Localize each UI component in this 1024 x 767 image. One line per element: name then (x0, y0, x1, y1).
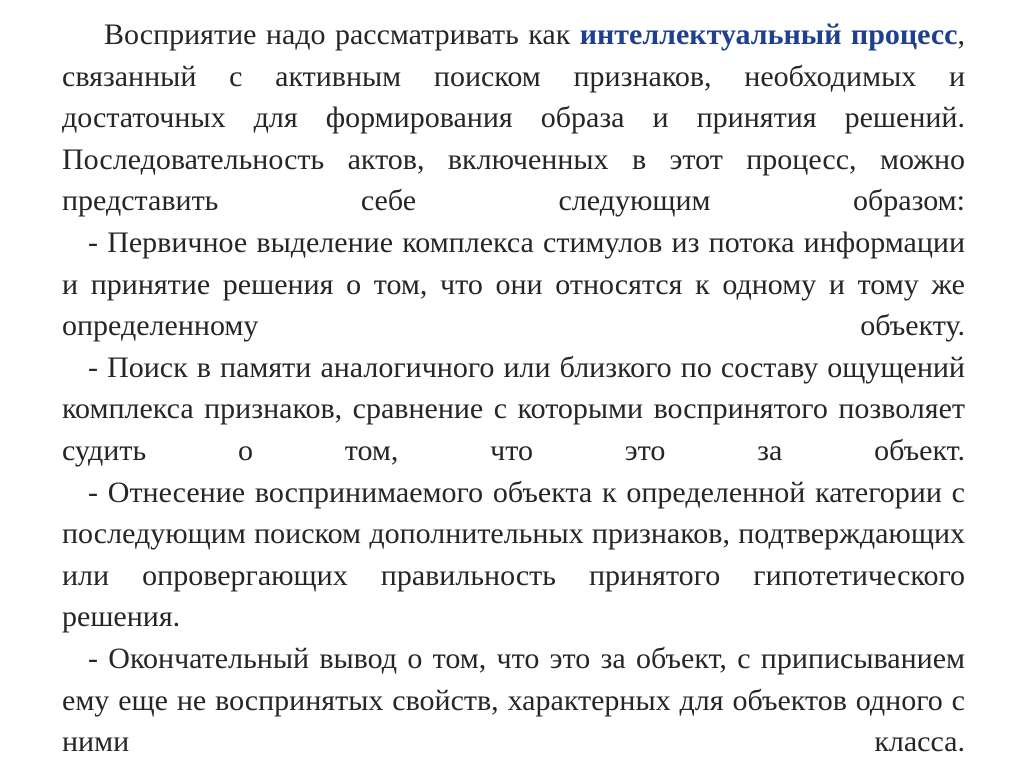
intro-highlight: интеллектуальный процесс (579, 18, 958, 51)
step-3: - Отнесение воспринимаемого объекта к определенной категории с последующим поиском дополнительных признаков, подтверждающих или опровергающих правильность принятого гипотетического решения. (62, 475, 965, 634)
intro-text-after: , связанный с активным поиском признаков, необходимых и достаточных для формирования образа и принятия решений. Последовательность актов, включенных в этот процесс, можно представить себе следующим образом: (62, 18, 965, 218)
slide-body (62, 14, 965, 759)
step-4: - Окончательный вывод о том, что это за объект, с приписыванием ему еще не воспринятых свойств, характерных для объектов одного с ними класса. (62, 641, 965, 759)
step-2: - Поиск в памяти аналогичного или близкого по составу ощущений комплекса признаков, сравнение с которыми воспринятого позволяет судить о том, что это за объект. (62, 350, 965, 467)
intro-text-before: Восприятие надо рассматривать как (104, 18, 580, 51)
step-1: - Первичное выделение комплекса стимулов из потока информации и принятие решения о том, что они относятся к одному и тому же определенному объекту. (62, 225, 965, 343)
intro-paragraph (62, 14, 965, 222)
